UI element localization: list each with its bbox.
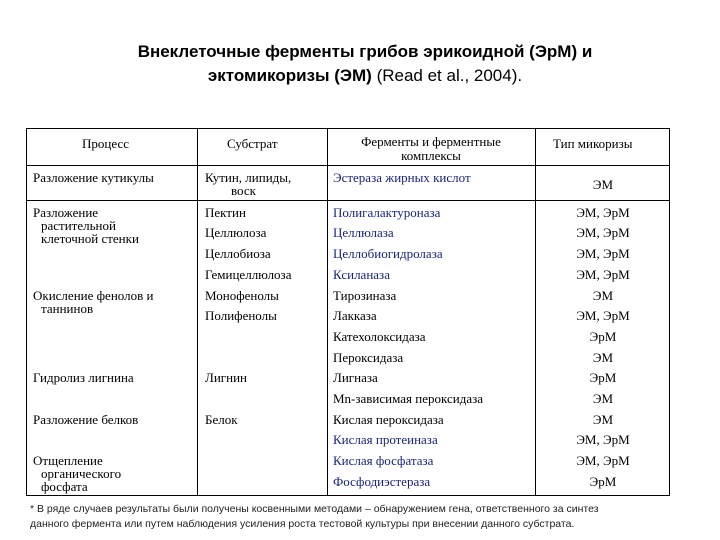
header-substrate: Субстрат bbox=[227, 136, 278, 151]
header-enzymes-line1: Ферменты и ферментные bbox=[361, 134, 501, 149]
title-line1: Внеклеточные ферменты грибов эрикоидной (ЭрМ) и bbox=[137, 42, 593, 61]
title-line2-citation: (Read et al., 2004). bbox=[371, 66, 523, 85]
process-phosphate-l3: фосфата bbox=[41, 479, 88, 494]
process-phenols-l2: таннинов bbox=[41, 301, 94, 316]
enzyme-cell: Mn-зависимая пероксидаза bbox=[333, 391, 483, 406]
enzyme-cell: Кислая пероксидаза bbox=[333, 412, 444, 427]
header-mycorrhiza-type: Тип микоризы bbox=[553, 136, 633, 151]
enzyme-cell: Катехолоксидаза bbox=[333, 329, 426, 344]
column-divider bbox=[327, 129, 328, 495]
type-cell: ЭМ bbox=[592, 288, 614, 303]
header-process: Процесс bbox=[82, 136, 129, 151]
title-line2-bold: эктомикоризы (ЭМ) bbox=[207, 66, 372, 85]
footnote-line2: данного фермента или путем наблюдения усиления роста тестовой культуры при внесении данного субстрата. bbox=[30, 518, 575, 530]
page-title bbox=[60, 40, 670, 88]
type-cell: ЭМ bbox=[592, 391, 614, 406]
enzyme-cell: Лакказа bbox=[333, 308, 377, 323]
process-cuticle: Разложение кутикулы bbox=[33, 170, 154, 185]
enzyme-cell: Фосфодиэстераза bbox=[333, 474, 431, 489]
type-cell: ЭрМ bbox=[589, 474, 617, 489]
footnote bbox=[30, 502, 690, 532]
row-divider bbox=[27, 200, 669, 201]
enzyme-cell: Кислая фосфатаза bbox=[333, 453, 434, 468]
enzyme-cell: Полигалактуроназа bbox=[333, 205, 441, 220]
type-cell: ЭрМ bbox=[589, 370, 617, 385]
process-phenols-l1: Окисление фенолов и bbox=[33, 288, 154, 303]
type-cell: ЭМ, ЭрМ bbox=[576, 246, 630, 261]
enzyme-cell: Целлюлаза bbox=[333, 225, 394, 240]
enzyme-cell: Тирозиназа bbox=[333, 288, 397, 303]
enzyme-cell: Ксиланаза bbox=[333, 267, 390, 282]
process-phosphate-l1: Отщепление bbox=[33, 453, 103, 468]
type-cell: ЭМ, ЭрМ bbox=[576, 453, 630, 468]
substrate-wax: воск bbox=[231, 183, 256, 198]
footnote-line1: * В ряде случаев результаты были получены косвенными методами – обнаружением гена, ответственного за синтез bbox=[30, 503, 599, 515]
type-cell: ЭМ bbox=[592, 177, 614, 192]
header-enzymes-line2: комплексы bbox=[401, 148, 461, 163]
process-cell-wall-l2: растительной bbox=[41, 218, 116, 233]
enzyme-cell: Кислая протеиназа bbox=[333, 432, 438, 447]
type-cell: ЭМ, ЭрМ bbox=[576, 432, 630, 447]
header-divider bbox=[27, 165, 669, 166]
type-cell: ЭМ, ЭрМ bbox=[576, 225, 630, 240]
type-cell: ЭМ bbox=[592, 412, 614, 427]
type-cell: ЭМ, ЭрМ bbox=[576, 267, 630, 282]
process-proteins: Разложение белков bbox=[33, 412, 139, 427]
substrate-cellulose: Целлюлоза bbox=[205, 225, 267, 240]
substrate-cutin: Кутин, липиды, bbox=[205, 170, 292, 185]
enzyme-cell: Лигназа bbox=[333, 370, 378, 385]
substrate-hemicellulose: Гемицеллюлоза bbox=[205, 267, 292, 282]
enzyme-cell: Целлобиогидролаза bbox=[333, 246, 443, 261]
enzyme-cell: Пероксидаза bbox=[333, 350, 404, 365]
type-cell: ЭМ, ЭрМ bbox=[576, 308, 630, 323]
enzymes-table bbox=[26, 128, 670, 496]
substrate-polyphenols: Полифенолы bbox=[205, 308, 277, 323]
type-cell: ЭМ bbox=[592, 350, 614, 365]
process-lignin: Гидролиз лигнина bbox=[33, 370, 134, 385]
type-cell: ЭМ, ЭрМ bbox=[576, 205, 630, 220]
process-cell-wall-l3: клеточной стенки bbox=[41, 231, 139, 246]
substrate-pectin: Пектин bbox=[205, 205, 246, 220]
substrate-protein: Белок bbox=[205, 412, 238, 427]
process-cell-wall-l1: Разложение bbox=[33, 205, 99, 220]
substrate-cellobiose: Целлобиоза bbox=[205, 246, 271, 261]
substrate-monophenols: Монофенолы bbox=[205, 288, 279, 303]
enzyme-cell: Эстераза жирных кислот bbox=[333, 170, 471, 185]
process-phosphate-l2: органического bbox=[41, 466, 122, 481]
type-cell: ЭрМ bbox=[589, 329, 617, 344]
column-divider bbox=[197, 129, 198, 495]
substrate-lignin: Лигнин bbox=[205, 370, 247, 385]
